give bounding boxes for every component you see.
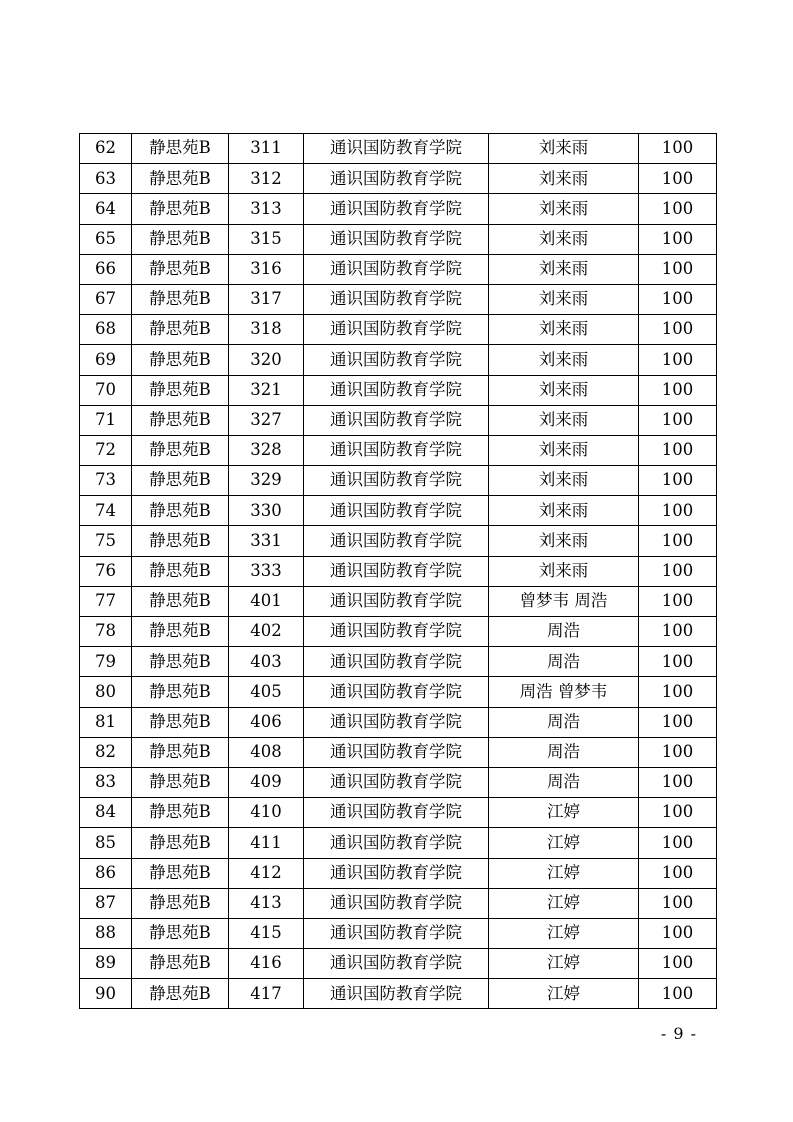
building-cell: 静思苑B bbox=[132, 556, 229, 586]
college-cell: 通识国防教育学院 bbox=[304, 194, 489, 224]
table-row bbox=[80, 526, 717, 556]
counselor-cell: 刘来雨 bbox=[489, 466, 639, 496]
score-cell: 100 bbox=[639, 828, 717, 858]
counselor-cell: 周浩 bbox=[489, 707, 639, 737]
table-row bbox=[80, 586, 717, 616]
room-number-cell: 413 bbox=[229, 888, 304, 918]
score-cell: 100 bbox=[639, 918, 717, 948]
building-cell: 静思苑B bbox=[132, 737, 229, 767]
college-cell: 通识国防教育学院 bbox=[304, 828, 489, 858]
row-index-cell: 71 bbox=[80, 405, 132, 435]
room-number-cell: 318 bbox=[229, 315, 304, 345]
counselor-cell: 江婷 bbox=[489, 828, 639, 858]
college-cell: 通识国防教育学院 bbox=[304, 888, 489, 918]
score-cell: 100 bbox=[639, 496, 717, 526]
building-cell: 静思苑B bbox=[132, 254, 229, 284]
counselor-cell: 江婷 bbox=[489, 798, 639, 828]
table-row bbox=[80, 284, 717, 314]
counselor-cell: 刘来雨 bbox=[489, 556, 639, 586]
college-cell: 通识国防教育学院 bbox=[304, 496, 489, 526]
room-number-cell: 410 bbox=[229, 798, 304, 828]
table-row bbox=[80, 767, 717, 797]
room-number-cell: 416 bbox=[229, 949, 304, 979]
table-row bbox=[80, 254, 717, 284]
college-cell: 通识国防教育学院 bbox=[304, 284, 489, 314]
dormitory-table bbox=[79, 133, 717, 1009]
counselor-cell: 江婷 bbox=[489, 858, 639, 888]
counselor-cell: 刘来雨 bbox=[489, 435, 639, 465]
room-number-cell: 317 bbox=[229, 284, 304, 314]
row-index-cell: 82 bbox=[80, 737, 132, 767]
score-cell: 100 bbox=[639, 526, 717, 556]
college-cell: 通识国防教育学院 bbox=[304, 918, 489, 948]
table-row bbox=[80, 134, 717, 164]
building-cell: 静思苑B bbox=[132, 707, 229, 737]
room-number-cell: 402 bbox=[229, 617, 304, 647]
room-number-cell: 330 bbox=[229, 496, 304, 526]
row-index-cell: 73 bbox=[80, 466, 132, 496]
room-number-cell: 328 bbox=[229, 435, 304, 465]
room-number-cell: 316 bbox=[229, 254, 304, 284]
row-index-cell: 75 bbox=[80, 526, 132, 556]
score-cell: 100 bbox=[639, 737, 717, 767]
row-index-cell: 87 bbox=[80, 888, 132, 918]
score-cell: 100 bbox=[639, 647, 717, 677]
room-number-cell: 327 bbox=[229, 405, 304, 435]
row-index-cell: 88 bbox=[80, 918, 132, 948]
room-number-cell: 405 bbox=[229, 677, 304, 707]
counselor-cell: 周浩 bbox=[489, 647, 639, 677]
room-number-cell: 311 bbox=[229, 134, 304, 164]
room-number-cell: 403 bbox=[229, 647, 304, 677]
room-number-cell: 417 bbox=[229, 979, 304, 1009]
building-cell: 静思苑B bbox=[132, 918, 229, 948]
table-row bbox=[80, 949, 717, 979]
building-cell: 静思苑B bbox=[132, 858, 229, 888]
row-index-cell: 74 bbox=[80, 496, 132, 526]
college-cell: 通识国防教育学院 bbox=[304, 466, 489, 496]
score-cell: 100 bbox=[639, 556, 717, 586]
room-number-cell: 315 bbox=[229, 224, 304, 254]
row-index-cell: 69 bbox=[80, 345, 132, 375]
row-index-cell: 86 bbox=[80, 858, 132, 888]
building-cell: 静思苑B bbox=[132, 677, 229, 707]
row-index-cell: 63 bbox=[80, 164, 132, 194]
college-cell: 通识国防教育学院 bbox=[304, 586, 489, 616]
counselor-cell: 刘来雨 bbox=[489, 194, 639, 224]
room-number-cell: 401 bbox=[229, 586, 304, 616]
table-row bbox=[80, 315, 717, 345]
building-cell: 静思苑B bbox=[132, 405, 229, 435]
table-row bbox=[80, 405, 717, 435]
counselor-cell: 刘来雨 bbox=[489, 284, 639, 314]
counselor-cell: 江婷 bbox=[489, 979, 639, 1009]
building-cell: 静思苑B bbox=[132, 979, 229, 1009]
score-cell: 100 bbox=[639, 254, 717, 284]
row-index-cell: 64 bbox=[80, 194, 132, 224]
table-body bbox=[80, 134, 717, 1009]
room-number-cell: 321 bbox=[229, 375, 304, 405]
score-cell: 100 bbox=[639, 345, 717, 375]
score-cell: 100 bbox=[639, 858, 717, 888]
table-row bbox=[80, 556, 717, 586]
room-number-cell: 406 bbox=[229, 707, 304, 737]
counselor-cell: 刘来雨 bbox=[489, 405, 639, 435]
score-cell: 100 bbox=[639, 164, 717, 194]
building-cell: 静思苑B bbox=[132, 647, 229, 677]
score-cell: 100 bbox=[639, 979, 717, 1009]
college-cell: 通识国防教育学院 bbox=[304, 435, 489, 465]
score-cell: 100 bbox=[639, 586, 717, 616]
building-cell: 静思苑B bbox=[132, 284, 229, 314]
college-cell: 通识国防教育学院 bbox=[304, 647, 489, 677]
building-cell: 静思苑B bbox=[132, 767, 229, 797]
table-row bbox=[80, 798, 717, 828]
score-cell: 100 bbox=[639, 194, 717, 224]
college-cell: 通识国防教育学院 bbox=[304, 556, 489, 586]
building-cell: 静思苑B bbox=[132, 224, 229, 254]
college-cell: 通识国防教育学院 bbox=[304, 798, 489, 828]
building-cell: 静思苑B bbox=[132, 134, 229, 164]
counselor-cell: 周浩 曾梦韦 bbox=[489, 677, 639, 707]
counselor-cell: 周浩 bbox=[489, 617, 639, 647]
counselor-cell: 刘来雨 bbox=[489, 254, 639, 284]
score-cell: 100 bbox=[639, 435, 717, 465]
college-cell: 通识国防教育学院 bbox=[304, 949, 489, 979]
building-cell: 静思苑B bbox=[132, 194, 229, 224]
table-row bbox=[80, 677, 717, 707]
row-index-cell: 68 bbox=[80, 315, 132, 345]
room-number-cell: 415 bbox=[229, 918, 304, 948]
table-row bbox=[80, 888, 717, 918]
score-cell: 100 bbox=[639, 405, 717, 435]
college-cell: 通识国防教育学院 bbox=[304, 164, 489, 194]
table-row bbox=[80, 858, 717, 888]
row-index-cell: 79 bbox=[80, 647, 132, 677]
counselor-cell: 曾梦韦 周浩 bbox=[489, 586, 639, 616]
row-index-cell: 83 bbox=[80, 767, 132, 797]
college-cell: 通识国防教育学院 bbox=[304, 858, 489, 888]
score-cell: 100 bbox=[639, 949, 717, 979]
counselor-cell: 刘来雨 bbox=[489, 224, 639, 254]
building-cell: 静思苑B bbox=[132, 435, 229, 465]
score-cell: 100 bbox=[639, 315, 717, 345]
building-cell: 静思苑B bbox=[132, 888, 229, 918]
room-number-cell: 320 bbox=[229, 345, 304, 375]
room-number-cell: 408 bbox=[229, 737, 304, 767]
table-row bbox=[80, 828, 717, 858]
building-cell: 静思苑B bbox=[132, 526, 229, 556]
college-cell: 通识国防教育学院 bbox=[304, 677, 489, 707]
college-cell: 通识国防教育学院 bbox=[304, 345, 489, 375]
table-row bbox=[80, 707, 717, 737]
college-cell: 通识国防教育学院 bbox=[304, 767, 489, 797]
building-cell: 静思苑B bbox=[132, 828, 229, 858]
counselor-cell: 刘来雨 bbox=[489, 164, 639, 194]
counselor-cell: 周浩 bbox=[489, 737, 639, 767]
row-index-cell: 66 bbox=[80, 254, 132, 284]
score-cell: 100 bbox=[639, 677, 717, 707]
college-cell: 通识国防教育学院 bbox=[304, 405, 489, 435]
building-cell: 静思苑B bbox=[132, 466, 229, 496]
room-number-cell: 333 bbox=[229, 556, 304, 586]
table-row bbox=[80, 164, 717, 194]
table-row bbox=[80, 918, 717, 948]
building-cell: 静思苑B bbox=[132, 798, 229, 828]
score-cell: 100 bbox=[639, 617, 717, 647]
room-number-cell: 409 bbox=[229, 767, 304, 797]
row-index-cell: 81 bbox=[80, 707, 132, 737]
page-number: - 9 - bbox=[660, 1024, 697, 1043]
college-cell: 通识国防教育学院 bbox=[304, 617, 489, 647]
building-cell: 静思苑B bbox=[132, 617, 229, 647]
counselor-cell: 刘来雨 bbox=[489, 345, 639, 375]
college-cell: 通识国防教育学院 bbox=[304, 979, 489, 1009]
room-number-cell: 331 bbox=[229, 526, 304, 556]
table-row bbox=[80, 496, 717, 526]
college-cell: 通识国防教育学院 bbox=[304, 134, 489, 164]
row-index-cell: 70 bbox=[80, 375, 132, 405]
college-cell: 通识国防教育学院 bbox=[304, 375, 489, 405]
score-cell: 100 bbox=[639, 767, 717, 797]
counselor-cell: 刘来雨 bbox=[489, 315, 639, 345]
table-row bbox=[80, 647, 717, 677]
score-cell: 100 bbox=[639, 284, 717, 314]
room-number-cell: 329 bbox=[229, 466, 304, 496]
counselor-cell: 刘来雨 bbox=[489, 526, 639, 556]
table-row bbox=[80, 617, 717, 647]
table-row bbox=[80, 466, 717, 496]
counselor-cell: 刘来雨 bbox=[489, 496, 639, 526]
room-number-cell: 412 bbox=[229, 858, 304, 888]
row-index-cell: 65 bbox=[80, 224, 132, 254]
college-cell: 通识国防教育学院 bbox=[304, 526, 489, 556]
row-index-cell: 76 bbox=[80, 556, 132, 586]
row-index-cell: 72 bbox=[80, 435, 132, 465]
row-index-cell: 67 bbox=[80, 284, 132, 314]
counselor-cell: 江婷 bbox=[489, 918, 639, 948]
college-cell: 通识国防教育学院 bbox=[304, 254, 489, 284]
room-number-cell: 411 bbox=[229, 828, 304, 858]
counselor-cell: 江婷 bbox=[489, 949, 639, 979]
row-index-cell: 85 bbox=[80, 828, 132, 858]
college-cell: 通识国防教育学院 bbox=[304, 737, 489, 767]
building-cell: 静思苑B bbox=[132, 345, 229, 375]
college-cell: 通识国防教育学院 bbox=[304, 707, 489, 737]
building-cell: 静思苑B bbox=[132, 496, 229, 526]
table-row bbox=[80, 345, 717, 375]
row-index-cell: 84 bbox=[80, 798, 132, 828]
building-cell: 静思苑B bbox=[132, 375, 229, 405]
row-index-cell: 78 bbox=[80, 617, 132, 647]
table-row bbox=[80, 194, 717, 224]
table-row bbox=[80, 224, 717, 254]
score-cell: 100 bbox=[639, 888, 717, 918]
score-cell: 100 bbox=[639, 466, 717, 496]
counselor-cell: 江婷 bbox=[489, 888, 639, 918]
room-number-cell: 312 bbox=[229, 164, 304, 194]
row-index-cell: 77 bbox=[80, 586, 132, 616]
table-row bbox=[80, 435, 717, 465]
college-cell: 通识国防教育学院 bbox=[304, 224, 489, 254]
college-cell: 通识国防教育学院 bbox=[304, 315, 489, 345]
building-cell: 静思苑B bbox=[132, 164, 229, 194]
table-row bbox=[80, 375, 717, 405]
building-cell: 静思苑B bbox=[132, 586, 229, 616]
counselor-cell: 周浩 bbox=[489, 767, 639, 797]
score-cell: 100 bbox=[639, 224, 717, 254]
counselor-cell: 刘来雨 bbox=[489, 375, 639, 405]
score-cell: 100 bbox=[639, 707, 717, 737]
row-index-cell: 80 bbox=[80, 677, 132, 707]
building-cell: 静思苑B bbox=[132, 949, 229, 979]
room-number-cell: 313 bbox=[229, 194, 304, 224]
row-index-cell: 62 bbox=[80, 134, 132, 164]
row-index-cell: 89 bbox=[80, 949, 132, 979]
row-index-cell: 90 bbox=[80, 979, 132, 1009]
score-cell: 100 bbox=[639, 375, 717, 405]
score-cell: 100 bbox=[639, 798, 717, 828]
score-cell: 100 bbox=[639, 134, 717, 164]
building-cell: 静思苑B bbox=[132, 315, 229, 345]
counselor-cell: 刘来雨 bbox=[489, 134, 639, 164]
table-row bbox=[80, 737, 717, 767]
table-row bbox=[80, 979, 717, 1009]
